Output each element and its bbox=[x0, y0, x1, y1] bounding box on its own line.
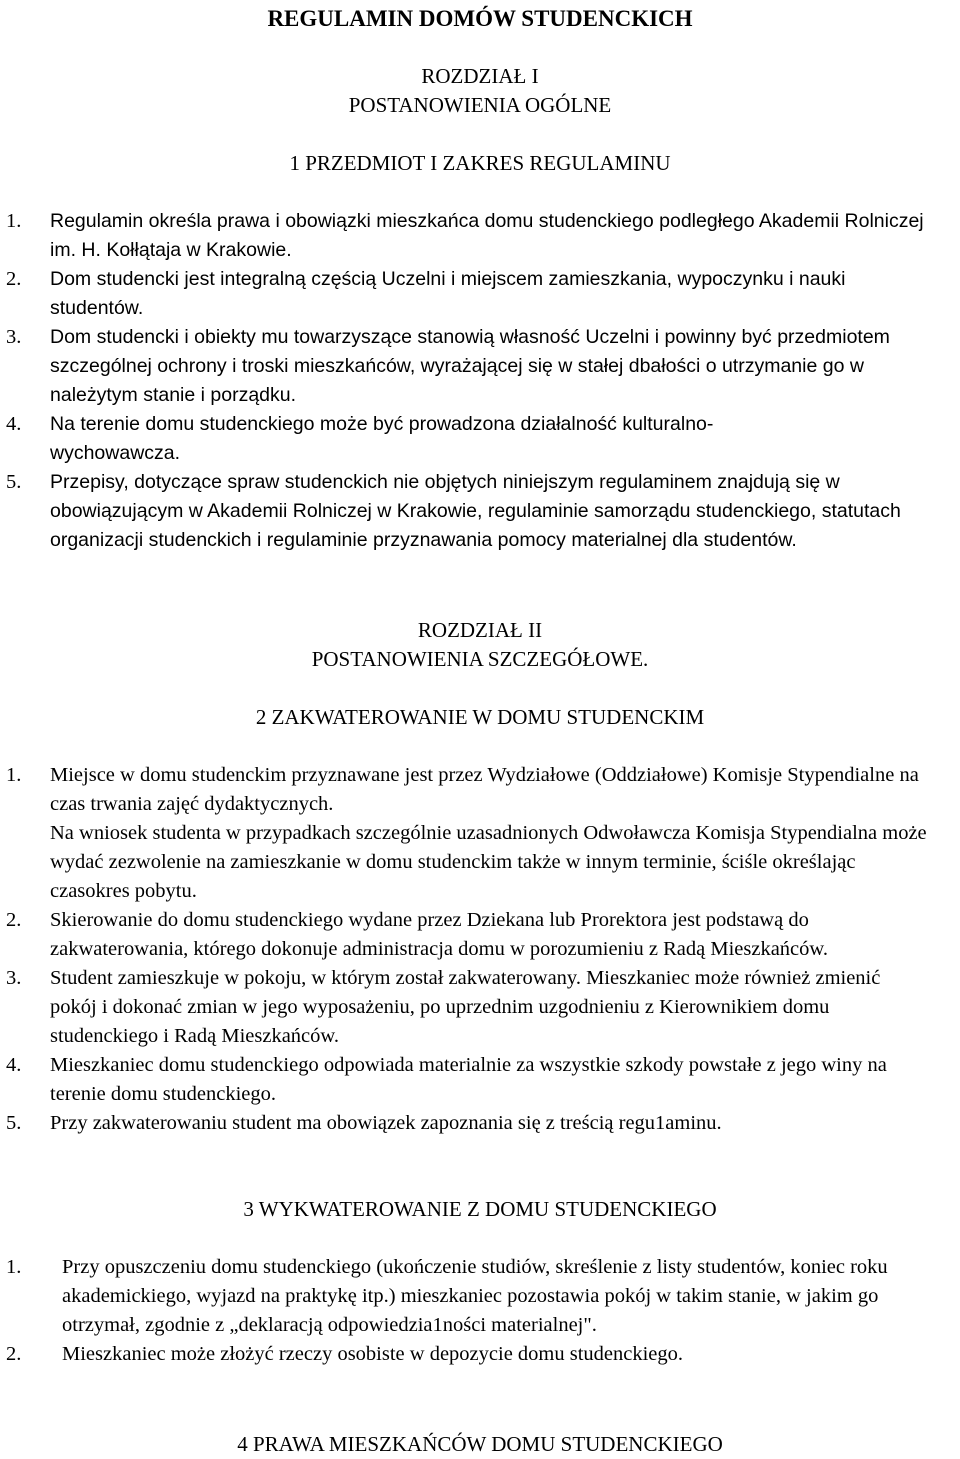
list-item bbox=[0, 1109, 960, 1138]
list-item bbox=[0, 964, 960, 1051]
list-item bbox=[0, 323, 960, 410]
item-text: Dom studencki i obiekty mu towarzyszące stanowią własność Uczelni i powinny być przedmiotem szczególnej ochrony i troski mieszkańców, wyrażającej się w stałej dbałości o utrzymanie go w należytym stanie i porządku. bbox=[50, 326, 890, 406]
item-text: Regulamin określa prawa i obowiązki mieszkańca domu studenckiego podległego Akademii Rolniczej im. H. Kołłątaja w Krakowie. bbox=[50, 210, 924, 261]
chapter-1-label: ROZDZIAŁ I bbox=[421, 64, 539, 88]
chapter-2-name: POSTANOWIENIA SZCZEGÓŁOWE. bbox=[311, 647, 649, 671]
section-4-heading: 4 PRAWA MIESZKAŃCÓW DOMU STUDENCKIEGO bbox=[237, 1432, 723, 1456]
item-text-part: Miejsce w domu studenckim przyznawane jest przez Wydziałowe (Oddziałowe) Komisje Stypendialne na czas trwania zajęć dydaktycznych. bbox=[50, 764, 919, 815]
list-item bbox=[0, 1253, 960, 1340]
item-number: 3. bbox=[6, 326, 22, 348]
item-number: 3. bbox=[6, 967, 22, 989]
item-text: Skierowanie do domu studenckiego wydane przez Dziekana lub Prorektora jest podstawą do zakwaterowania, którego dokonuje administracja domu w porozumieniu z Radą Mieszkańców. bbox=[50, 909, 828, 960]
item-number: 1. bbox=[6, 1256, 22, 1278]
item-number: 2. bbox=[6, 268, 22, 290]
document-title: REGULAMIN DOMÓW STUDENCKICH bbox=[267, 6, 693, 31]
item-text: Przepisy, dotyczące spraw studenckich nie objętych niniejszym regulaminem znajdują się w obowiązującym w Akademii Rolniczej w Krakowie, regulaminie samorządu studenckiego, statutach organizacji studenckich i regulaminie przyznawania pomocy materialnej dla studentów. bbox=[50, 471, 901, 551]
section-2-list bbox=[0, 761, 960, 1138]
item-number: 4. bbox=[6, 1054, 22, 1076]
item-text: Przy zakwaterowaniu student ma obowiązek zapoznania się z treścią regu1aminu. bbox=[50, 1112, 722, 1134]
list-item bbox=[0, 761, 960, 906]
item-number: 5. bbox=[6, 1112, 22, 1134]
list-item bbox=[0, 468, 960, 555]
section-1-list bbox=[0, 207, 960, 555]
item-number: 5. bbox=[6, 471, 22, 493]
item-number: 1. bbox=[6, 210, 22, 232]
section-3-list bbox=[0, 1253, 960, 1369]
section-1-heading: 1 PRZEDMIOT I ZAKRES REGULAMINU bbox=[289, 151, 671, 175]
item-text: Mieszkaniec domu studenckiego odpowiada materialnie za wszystkie szkody powstałe z jego winy na terenie domu studenckiego. bbox=[50, 1054, 887, 1105]
item-text: Mieszkaniec może złożyć rzeczy osobiste w depozycie domu studenckiego. bbox=[62, 1343, 684, 1365]
chapter-1-name: POSTANOWIENIA OGÓLNE bbox=[348, 93, 612, 117]
list-item bbox=[0, 410, 960, 468]
section-3-heading: 3 WYKWATEROWANIE Z DOMU STUDENCKIEGO bbox=[243, 1197, 717, 1221]
item-text: Przy opuszczeniu domu studenckiego (ukończenie studiów, skreślenie z listy studentów, koniec roku akademickiego, wyjazd na praktykę itp.) mieszkaniec pozostawia pokój w takim stanie, w jakim go otrzymał, zgodnie z „deklaracją odpowiedzia1ności materialnej". bbox=[62, 1256, 888, 1336]
list-item bbox=[0, 1051, 960, 1109]
item-text-part: Na wniosek studenta w przypadkach szczególnie uzasadnionych Odwoławcza Komisja Stypendialna może wydać zezwolenie na zamieszkanie w domu studenckim także w innym terminie, ściśle określając czasokres pobytu. bbox=[50, 822, 927, 902]
section-2-heading: 2 ZAKWATEROWANIE W DOMU STUDENCKIM bbox=[255, 705, 705, 729]
item-text: Na terenie domu studenckiego może być prowadzona działalność kulturalno-wychowawcza. bbox=[50, 413, 714, 464]
list-item bbox=[0, 207, 960, 265]
list-item bbox=[0, 1340, 960, 1369]
item-number: 2. bbox=[6, 1343, 22, 1365]
item-number: 1. bbox=[6, 764, 22, 786]
item-text bbox=[50, 761, 930, 906]
item-text: Student zamieszkuje w pokoju, w którym został zakwaterowany. Mieszkaniec może również zmienić pokój i dokonać zmian w jego wyposażeniu, po uprzednim uzgodnieniu z Kierownikiem domu studenckiego i Radą Mieszkańców. bbox=[50, 967, 881, 1047]
chapter-2-label: ROZDZIAŁ II bbox=[417, 618, 543, 642]
list-item bbox=[0, 906, 960, 964]
item-number: 4. bbox=[6, 413, 22, 435]
item-text: Dom studencki jest integralną częścią Uczelni i miejscem zamieszkania, wypoczynku i nauki studentów. bbox=[50, 268, 846, 319]
item-number: 2. bbox=[6, 909, 22, 931]
list-item bbox=[0, 265, 960, 323]
